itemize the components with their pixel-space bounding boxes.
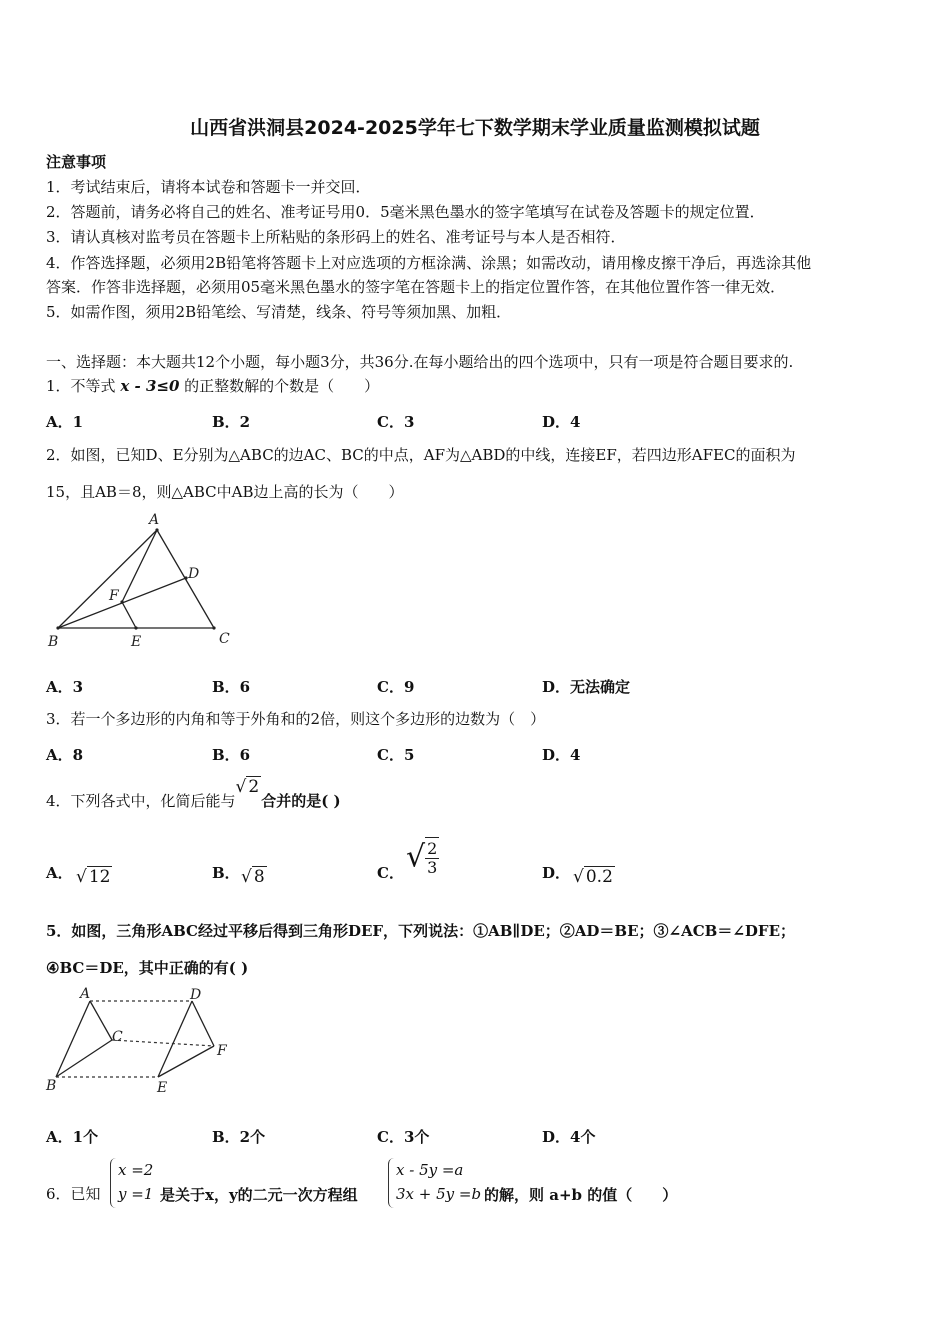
- label-c: C: [112, 1029, 123, 1045]
- equation-line: x =2: [118, 1161, 154, 1179]
- label-e: E: [157, 1080, 168, 1096]
- notes-item: 答案．作答非选择题，必须用05毫米黑色墨水的签字笔在答题卡上的指定位置作答，在其他位置作答一律无效．: [46, 278, 786, 296]
- option-a[interactable]: A．1: [46, 413, 84, 431]
- label-a: A: [149, 512, 160, 528]
- option-a[interactable]: A．8: [46, 746, 84, 764]
- radicand: 2: [248, 777, 260, 797]
- page-title: 山西省洪洞县2024-2025学年七下数学期末学业质量监测模拟试题: [190, 117, 760, 139]
- option-d[interactable]: D．4: [542, 413, 581, 431]
- segment-ab: [58, 530, 157, 628]
- question-6-post: 的解，则 a+b 的值（ ）: [484, 1186, 678, 1204]
- question-6-mid: 是关于x，y的二元一次方程组: [160, 1186, 358, 1204]
- option-b-label[interactable]: B．: [212, 864, 240, 882]
- option-d[interactable]: D．无法确定: [542, 678, 631, 696]
- option-d[interactable]: D．4个: [542, 1128, 596, 1146]
- label-d: D: [188, 566, 200, 582]
- radicand: 0.2: [585, 867, 613, 887]
- equation-line: y =1: [118, 1185, 154, 1203]
- label-b: B: [48, 634, 59, 650]
- question-text: 的正整数解的个数是（ ）: [179, 377, 380, 395]
- radicand: 12: [88, 867, 111, 887]
- fraction-numerator: 2: [427, 839, 438, 858]
- translation-figure: [44, 984, 244, 1099]
- option-b[interactable]: B．6: [212, 746, 251, 764]
- equation-system: [396, 1158, 481, 1206]
- option-c-label[interactable]: C．: [377, 864, 404, 882]
- sqrt-expression: √ 2: [235, 777, 260, 797]
- label-f: F: [109, 588, 119, 604]
- question-text: 4．下列各式中，化简后能与: [46, 792, 236, 810]
- option-a-sqrt[interactable]: √ 12: [76, 867, 111, 887]
- segment-ac: [90, 1001, 112, 1040]
- notes-item: 1．考试结束后，请将本试卷和答题卡一并交回．: [46, 178, 371, 196]
- question-5-line2: ④BC＝DE，其中正确的有( ): [46, 959, 249, 977]
- notes-heading: 注意事项: [46, 153, 107, 171]
- label-b: B: [46, 1078, 57, 1094]
- option-c[interactable]: C．9: [377, 678, 415, 696]
- question-text: 合并的是( ): [261, 792, 341, 810]
- label-f: F: [217, 1043, 227, 1059]
- triangle-figure: [44, 510, 244, 650]
- option-b[interactable]: B．2个: [212, 1128, 266, 1146]
- option-b[interactable]: B．6: [212, 678, 251, 696]
- dashed-cf: [112, 1040, 214, 1046]
- option-c[interactable]: C．5: [377, 746, 415, 764]
- question-text: 不等式: [70, 377, 121, 395]
- option-a-label[interactable]: A．: [46, 864, 73, 882]
- option-a[interactable]: A．1个: [46, 1128, 99, 1146]
- inequality: x - 3≤0: [120, 377, 180, 395]
- option-d[interactable]: D．4: [542, 746, 581, 764]
- option-c-sqrt[interactable]: √ $\frac{2}{3}$: [406, 839, 438, 877]
- question-6-pre: 6．已知: [46, 1185, 101, 1203]
- radicand: 8: [253, 867, 265, 887]
- option-b[interactable]: B．2: [212, 413, 251, 431]
- label-c: C: [219, 631, 230, 647]
- option-b-sqrt[interactable]: √ 8: [241, 867, 265, 887]
- notes-item: 3．请认真核对监考员在答题卡上所粘贴的条形码上的姓名、准考证号与本人是否相符．: [46, 228, 626, 246]
- segment-ef: [158, 1046, 214, 1077]
- equation-line: 3x + 5y =b: [396, 1185, 482, 1203]
- label-a: A: [80, 986, 91, 1002]
- notes-item: 2．答题前，请务必将自己的姓名、准考证号用0．5毫米黑色墨水的签字笔填写在试卷及答题卡的规定位置．: [46, 203, 765, 221]
- segment-df: [192, 1001, 214, 1046]
- option-c[interactable]: C．3: [377, 413, 415, 431]
- question-4: [46, 777, 341, 811]
- segment-fe: [122, 602, 136, 628]
- question-3: 3．若一个多边形的内角和等于外角和的2倍，则这个多边形的边数为（ ）: [46, 710, 546, 728]
- question-number: 1．: [46, 377, 71, 395]
- question-2-line2: 15，且AB＝8，则△ABC中AB边上高的长为（ ）: [46, 483, 404, 501]
- equation-line: x - 5y =a: [396, 1161, 464, 1179]
- option-a[interactable]: A．3: [46, 678, 84, 696]
- option-c[interactable]: C．3个: [377, 1128, 430, 1146]
- solution-system: [118, 1158, 153, 1206]
- option-d-label[interactable]: D．: [542, 864, 571, 882]
- label-d: D: [190, 987, 202, 1003]
- notes-item: 5．如需作图，须用2B铅笔绘、写清楚，线条、符号等须加黑、加粗．: [46, 303, 512, 321]
- label-e: E: [131, 634, 142, 650]
- fraction-denominator: 3: [427, 858, 438, 877]
- question-2-line1: 2．如图，已知D、E分别为△ABC的边AC、BC的中点，AF为△ABD的中线，连接EF，若四边形AFEC的面积为: [46, 446, 796, 464]
- question-1: [46, 376, 379, 396]
- notes-item: 4．作答选择题，必须用2B铅笔将答题卡上对应选项的方框涂满、涂黑；如需改动，请用橡皮擦干净后，再选涂其他: [46, 254, 812, 272]
- section-heading: 一、选择题：本大题共12个小题，每小题3分，共36分.在每小题给出的四个选项中，只有一项是符合题目要求的.: [46, 353, 794, 371]
- equation-brace: [110, 1158, 117, 1208]
- segment-de: [158, 1001, 192, 1077]
- option-d-sqrt[interactable]: √ 0.2: [573, 867, 613, 887]
- question-5-line1: 5．如图，三角形ABC经过平移后得到三角形DEF，下列说法：①AB∥DE；②AD＝BE；③∠ACB＝∠DFE；: [46, 922, 795, 940]
- equation-brace: [388, 1158, 395, 1208]
